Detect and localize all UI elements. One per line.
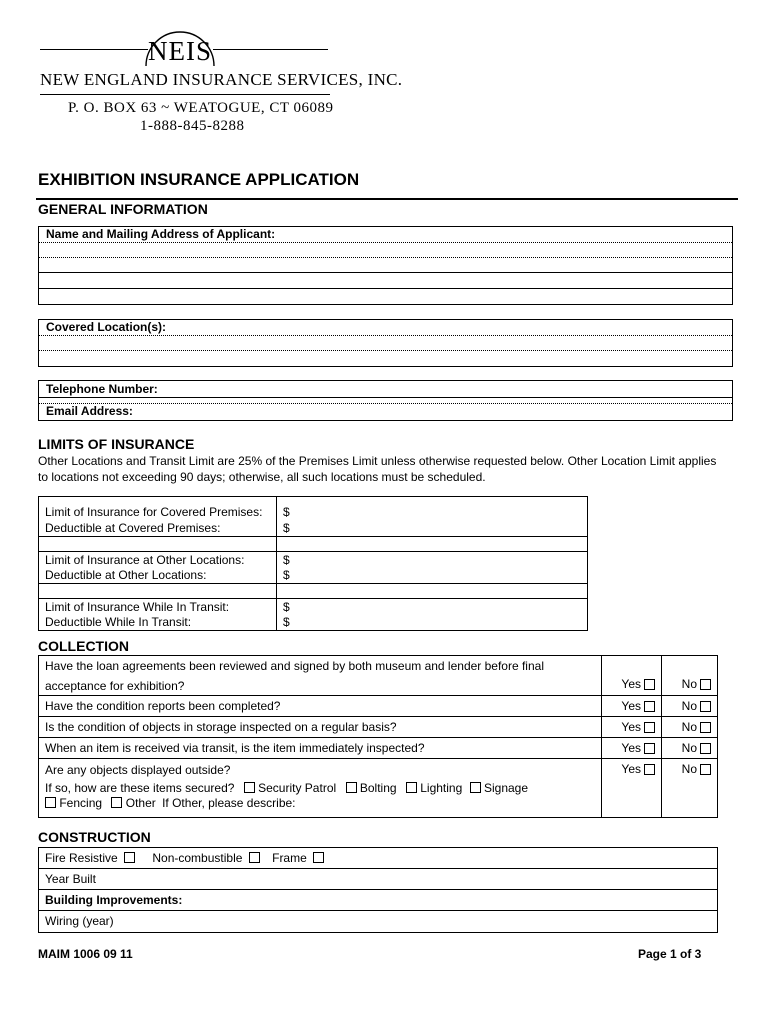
locations-label: Covered Location(s):	[39, 320, 732, 336]
lighting-checkbox[interactable]	[406, 782, 417, 793]
yes-checkbox[interactable]	[644, 743, 655, 754]
bolting-checkbox[interactable]	[346, 782, 357, 793]
no-option[interactable]	[682, 696, 711, 716]
limits-row-value[interactable]: $	[283, 521, 290, 535]
limits-row-value[interactable]: $	[283, 600, 290, 614]
no-label: No	[681, 677, 697, 691]
frame-label: Frame	[272, 851, 307, 865]
fencing-checkbox[interactable]	[45, 797, 56, 808]
collection-question	[39, 656, 602, 695]
company-name: NEW ENGLAND INSURANCE SERVICES, INC.	[40, 70, 403, 89]
other-checkbox[interactable]	[111, 797, 122, 808]
yes-label: Yes	[621, 699, 641, 713]
telephone-field[interactable]: Telephone Number:	[39, 381, 732, 398]
fire-resistive-label: Fire Resistive	[45, 851, 118, 865]
limits-row-label: Limit of Insurance While In Transit:	[39, 599, 277, 614]
bolting-label: Bolting	[359, 781, 397, 795]
no-option[interactable]	[682, 762, 711, 776]
collection-row	[39, 656, 717, 696]
collection-question: Have the condition reports been completed?	[39, 696, 602, 716]
lighting-label: Lighting	[420, 781, 463, 795]
no-label: No	[681, 741, 697, 755]
collection-row	[39, 738, 717, 759]
yes-option[interactable]	[621, 717, 655, 737]
limits-heading: LIMITS OF INSURANCE	[38, 436, 195, 452]
locations-line-1[interactable]	[39, 336, 732, 351]
yes-option[interactable]	[621, 762, 655, 776]
applicant-line-3[interactable]	[39, 273, 732, 289]
yes-label: Yes	[621, 677, 641, 691]
no-checkbox[interactable]	[700, 743, 711, 754]
question-text: acceptance for exhibition?	[45, 679, 185, 693]
address-divider	[40, 94, 330, 95]
no-checkbox[interactable]	[700, 679, 711, 690]
applicant-line-1[interactable]	[39, 243, 732, 258]
limits-table	[38, 496, 588, 631]
signage-checkbox[interactable]	[470, 782, 481, 793]
question-text: Are any objects displayed outside?	[45, 763, 231, 777]
limits-row-value[interactable]: $	[283, 568, 290, 582]
collection-heading: COLLECTION	[38, 638, 129, 654]
general-info-heading: GENERAL INFORMATION	[38, 201, 208, 217]
limits-row[interactable]	[39, 504, 587, 520]
wiring-field[interactable]: Wiring (year)	[45, 914, 114, 928]
limits-row-value[interactable]: $	[283, 505, 290, 519]
construction-heading: CONSTRUCTION	[38, 829, 151, 845]
no-option[interactable]	[682, 738, 711, 758]
logo-text: NEIS	[148, 36, 212, 66]
yes-option[interactable]	[621, 738, 655, 758]
limits-row-value[interactable]: $	[283, 553, 290, 567]
limits-spacer	[39, 536, 587, 551]
limits-row-label: Limit of Insurance at Other Locations:	[39, 552, 277, 567]
locations-line-2[interactable]	[39, 351, 732, 366]
signage-label: Signage	[483, 781, 529, 795]
no-checkbox[interactable]	[700, 764, 711, 775]
other-describe-field[interactable]: If Other, please describe:	[162, 796, 296, 810]
applicant-line-2[interactable]	[39, 258, 732, 273]
non-combustible-checkbox[interactable]	[249, 852, 260, 863]
logo-rule-left	[40, 49, 148, 50]
applicant-box	[38, 226, 733, 305]
yes-checkbox[interactable]	[644, 722, 655, 733]
no-label: No	[681, 762, 697, 776]
collection-table	[38, 655, 718, 818]
limits-row[interactable]	[39, 598, 587, 614]
limits-row-label: Deductible While In Transit:	[39, 614, 277, 630]
yes-label: Yes	[621, 741, 641, 755]
limits-spacer	[39, 497, 587, 504]
limits-row[interactable]	[39, 567, 587, 583]
company-phone: 1-888-845-8288	[140, 118, 245, 134]
non-combustible-label: Non-combustible	[152, 851, 243, 865]
limits-row-value[interactable]: $	[283, 615, 290, 629]
applicant-label: Name and Mailing Address of Applicant:	[39, 227, 732, 243]
security-patrol-checkbox[interactable]	[244, 782, 255, 793]
yes-label: Yes	[621, 720, 641, 734]
locations-box	[38, 319, 733, 367]
building-improvements-label: Building Improvements:	[39, 890, 717, 911]
frame-checkbox[interactable]	[313, 852, 324, 863]
limits-row[interactable]	[39, 551, 587, 567]
collection-row	[39, 696, 717, 717]
collection-row	[39, 717, 717, 738]
security-patrol-label: Security Patrol	[258, 781, 337, 795]
yes-checkbox[interactable]	[644, 764, 655, 775]
fencing-label: Fencing	[59, 796, 103, 810]
construction-type-row	[39, 848, 717, 869]
limits-row-label: Deductible at Other Locations:	[39, 567, 277, 583]
title-divider	[36, 198, 738, 200]
no-option[interactable]	[682, 717, 711, 737]
email-field[interactable]: Email Address:	[46, 404, 133, 418]
yes-label: Yes	[621, 762, 641, 776]
other-label: Other	[125, 796, 156, 810]
no-label: No	[681, 699, 697, 713]
construction-table	[38, 847, 718, 933]
collection-question: Is the condition of objects in storage inspected on a regular basis?	[39, 717, 602, 737]
collection-question: When an item is received via transit, is the item immediately inspected?	[39, 738, 602, 758]
yes-checkbox[interactable]	[644, 701, 655, 712]
limits-row-label: Deductible at Covered Premises:	[39, 520, 277, 536]
applicant-line-4[interactable]	[39, 289, 732, 304]
secured-prompt: If so, how are these items secured?	[45, 781, 235, 795]
collection-question	[39, 759, 602, 817]
yes-option[interactable]	[621, 696, 655, 716]
limits-description: Other Locations and Transit Limit are 25% of the Premises Limit unless otherwise requested below. Other Location Limit applies to locations not exceeding 90 days; otherwise, all such locations must be scheduled.	[38, 454, 717, 484]
yes-option[interactable]	[621, 677, 655, 691]
collection-row	[39, 759, 717, 817]
limits-row[interactable]	[39, 520, 587, 536]
page-number: Page 1 of 3	[638, 947, 702, 961]
form-id: MAIM 1006 09 11	[38, 947, 133, 961]
no-label: No	[681, 720, 697, 734]
no-checkbox[interactable]	[700, 722, 711, 733]
limits-row-label: Limit of Insurance for Covered Premises:	[39, 504, 277, 520]
company-address: P. O. BOX 63 ~ WEATOGUE, CT 06089	[68, 100, 334, 116]
no-option[interactable]	[682, 677, 711, 691]
limits-spacer	[39, 583, 587, 598]
logo-rule-right	[213, 49, 328, 50]
question-text: Have the loan agreements been reviewed and signed by both museum and lender before final	[45, 659, 544, 673]
contact-box	[38, 380, 733, 421]
year-built-field[interactable]: Year Built	[39, 869, 717, 890]
yes-checkbox[interactable]	[644, 679, 655, 690]
no-checkbox[interactable]	[700, 701, 711, 712]
page-title: EXHIBITION INSURANCE APPLICATION	[38, 170, 360, 189]
limits-row[interactable]	[39, 614, 587, 630]
fire-resistive-checkbox[interactable]	[124, 852, 135, 863]
